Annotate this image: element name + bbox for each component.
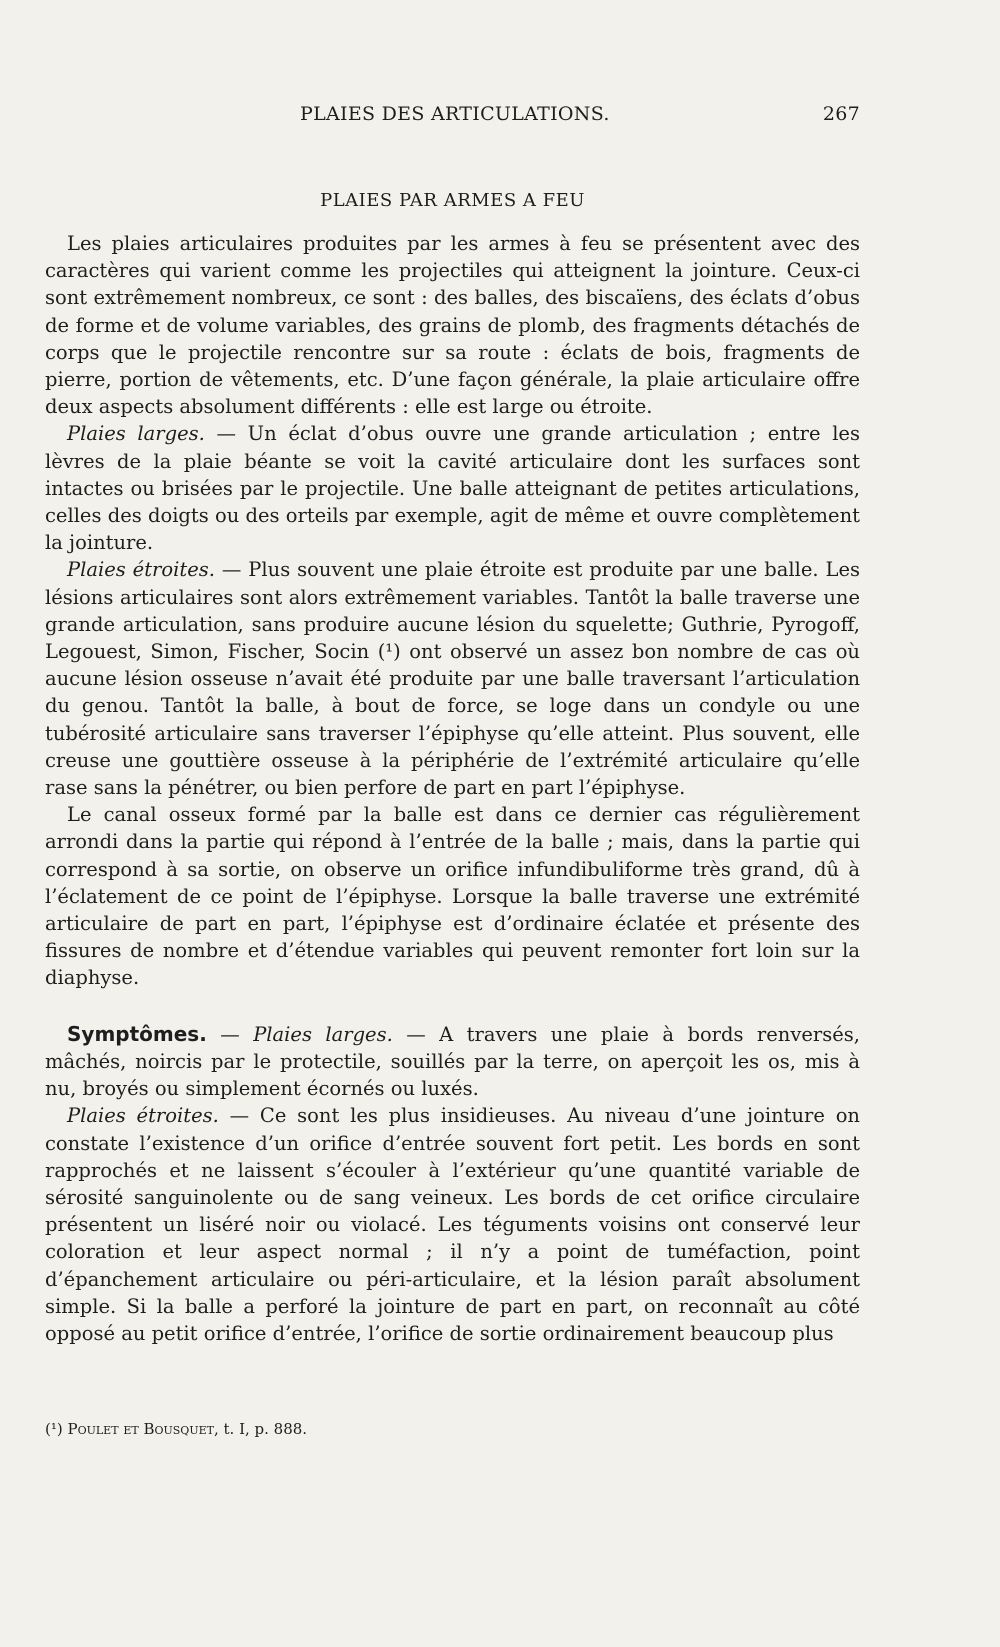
symptomes-larges-lead: Plaies larges. [253,1022,393,1046]
plaies-larges-text: — Un éclat d’obus ouvre une grande articulation ; entre les lèvres de la plaie béante se voit la cavité articulaire dont les surfaces sont intactes ou brisées par le projectile. Une balle atteignant de petites articulations, celles des doigts ou des orteils par exemple, agit de même et ouvre complètement la jointure. [45,422,860,555]
plaies-etroites-text: — Plus souvent une plaie étroite est produite par une balle. Les lésions articulaires sont alors extrêmement variables. Tantôt la balle traverse une grande articulation, sans produire aucune lésion du squelette; Guthrie, Pyrogoff, Legouest, Simon, Fischer, Socin (¹) ont observé un assez bon nombre de cas où aucune lésion osseuse n’avait été produite par une balle traversant l’articulation du genou. Tantôt la balle, à bout de force, se loge dans un condyle ou une tubérosité articulaire sans traverser l’épiphyse qu’elle atteint. Plus souvent, elle creuse une gouttière osseuse à la périphérie de l’extrémité articulaire qu’elle rase sans la pénétrer, ou bien perfore de part en part l’épiphyse. [45,558,860,800]
symptomes-etroites-text: — Ce sont les plus insidieuses. Au niveau d’une jointure on constate l’existence d’un orifice d’entrée souvent fort petit. Les bords en sont rapprochés et ne laissent s’écouler à l’extérieur qu’une quantité variable de sérosité sanguinolente ou de sang veineux. Les bords de cet orifice circulaire présentent un liséré noir ou violacé. Les téguments voisins ont conservé leur coloration et leur aspect normal ; il n’y a point de tuméfaction, point d’épanchement articulaire ou péri-articulaire, et la lésion paraît absolument simple. Si la balle a perforé la jointure de part en part, on reconnaît au côté opposé au petit orifice d’entrée, l’orifice de sortie ordinairement beaucoup plus [45,1104,860,1345]
footnote [45,1420,860,1438]
body-text [45,230,860,1347]
paragraph-intro [45,230,860,420]
paragraph-symptomes: Symptômes. — Plaies larges. — A travers une plaie à bords renversés, mâchés, noircis par le protectile, souillés par la terre, on aperçoit les os, mis à nu, broyés ou simplement écornés ou luxés. [45,1021,860,1101]
running-title: PLAIES DES ARTICULATIONS. [300,103,610,125]
symptomes-etroites-lead: Plaies étroites. [67,1104,219,1128]
paragraph-plaies-etroites [45,556,860,801]
footnote-reference: , t. I, p. 888. [213,1420,308,1438]
plaies-larges-lead: Plaies larges. [67,422,205,446]
footnote-marker: (¹) [45,1420,63,1438]
section-gap [45,992,860,1021]
canal-osseux-text: Le canal osseux formé par la balle est dans ce dernier cas régulièrement arrondi dans la partie qui répond à l’entrée de la balle ; mais, dans la partie qui correspond à sa sortie, on observe un orifice infundibuliforme très grand, dû à l’éclatement de ce point de l’épiphyse. Lorsque la balle traverse une extrémité articulaire de part en part, l’épiphyse est d’ordinaire éclatée et présente des fissures de nombre et d’étendue variables qui peuvent remonter fort loin sur la diaphyse. [45,803,860,990]
paragraph-symptomes-etroites [45,1102,860,1347]
section-title: PLAIES PAR ARMES A FEU [320,190,585,211]
plaies-etroites-lead: Plaies étroites. [67,558,215,582]
symptomes-larges-text: — A travers une plaie à bords renversés, mâchés, noircis par le protectile, souillés par la terre, on aperçoit les os, mis à nu, broyés ou simplement écornés ou luxés. [45,1022,860,1101]
paragraph-canal-osseux [45,801,860,991]
paragraph-plaies-larges [45,420,860,556]
page-number: 267 [822,103,860,125]
footnote-authors: Poulet et Bousquet [67,1420,214,1438]
symptomes-heading: Symptômes. [67,1021,207,1046]
paragraph-intro-text: Les plaies articulaires produites par les armes à feu se présentent avec des caractères qui varient comme les projectiles qui atteignent la jointure. Ceux-ci sont extrêmement nombreux, ce sont : des balles, des biscaïens, des éclats d’obus de forme et de volume variables, des grains de plomb, des fragments détachés de corps que le projectile rencontre sur sa route : éclats de bois, fragments de pierre, portion de vêtements, etc. D’une façon générale, la plaie articulaire offre deux aspects absolument différents : elle est large ou étroite. [45,232,860,419]
